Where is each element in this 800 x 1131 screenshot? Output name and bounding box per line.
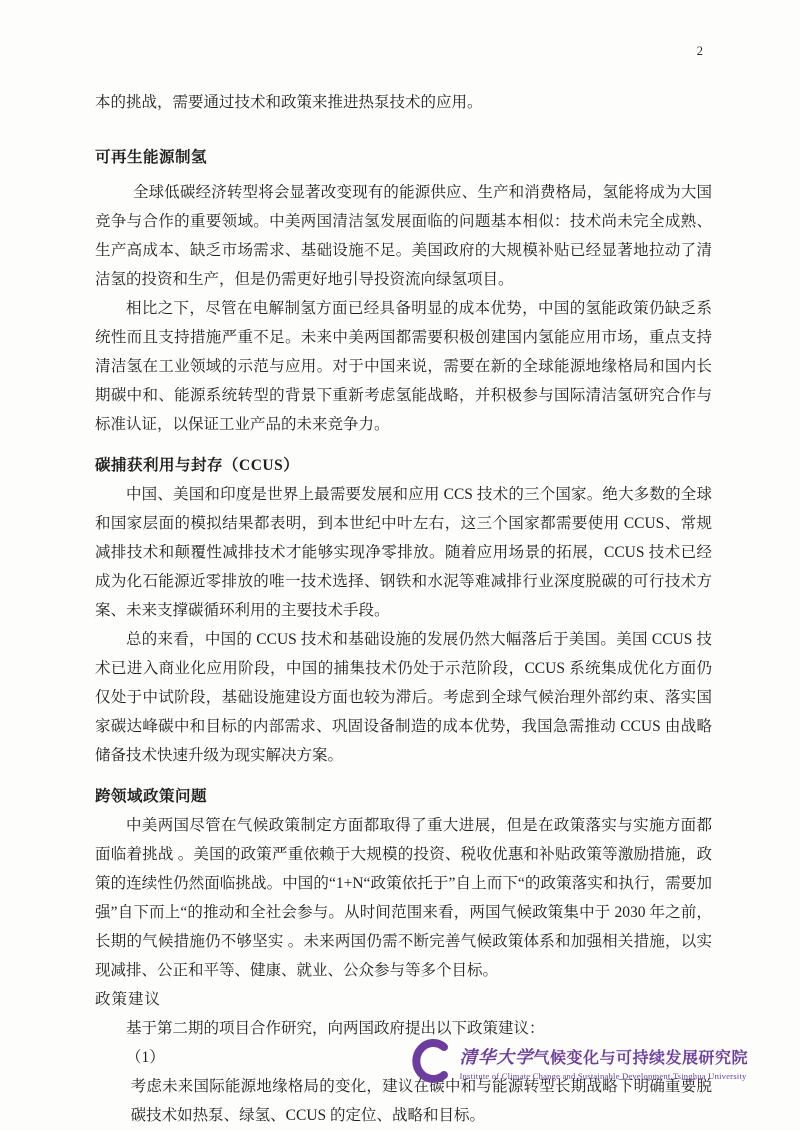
policy-intro-paragraph: 基于第二期的项目合作研究，向两国政府提出以下政策建议：: [126, 1020, 545, 1037]
section-heading-cross-cutting-policy: 跨领域政策问题: [95, 788, 208, 805]
paragraph: 总的来看，中国的 CCUS 技术和基础设施的发展仍然大幅落后于美国。美国 CCUS 技术已进入商业化应用阶段，中国的捕集技术仍处于示范阶段，CCUS 系统集成优化方面仍仅处于中试阶段，基础设施建设方面也较为滞后。考虑到全球气候治理外部约束、落实国家碳达峰碳中和目标的内部需求、巩固设备制造的成本优势，我国急需推动 CCUS 由战略储备技术快速升级为现实解决方案。: [95, 631, 712, 764]
paragraph: 中国、美国和印度是世界上最需要发展和应用 CCS 技术的三个国家。绝大多数的全球和国家层面的模拟结果都表明，到本世纪中叶左右，这三个国家都需要使用 CCUS、常规减排技术和颠覆性减排技术才能够实现净零排放。随着应用场景的拓展，CCUS 技术已经成为化石能源近零排放的唯一技术选择、钢铁和水泥等难减排行业深度脱碳的可行技术方案、未来支撑碳循环利用的主要技术手段。: [95, 486, 712, 619]
document-body: [95, 88, 712, 1130]
paragraph: 中美两国尽管在气候政策制定方面都取得了重大进展，但是在政策落实与实施方面都面临着挑战 。美国的政策严重依赖于大规模的投资、税收优惠和补贴政策等激励措施，政策的连续性仍然面临挑战。中国的“1+N“政策依托于”自上而下“的政策落实和执行，需要加强”自下而上“的推动和全社会参与。从时间范围来看，两国气候政策集中于 2030 年之前，长期的气候措施仍不够坚实 。未来两国仍需不断完善气候政策体系和加强相关措施，以实现减排、公正和平等、健康、就业、公众参与等多个目标。: [95, 817, 712, 979]
institute-name-block: [459, 1046, 748, 1082]
paragraph: 相比之下，尽管在电解制氢方面已经具备明显的成本优势，中国的氢能政策仍缺乏系统性而且支持措施严重不足。未来中美两国都需要积极创建国内氢能应用市场，重点支持清洁氢在工业领域的示范与应用。对于中国来说，需要在新的全球能源地缘格局和国内长期碳中和、能源系统转型的背景下重新考虑氢能战略，并积极参与国际清洁氢研究合作与标准认证，以保证工业产品的未来竞争力。: [95, 300, 712, 433]
policy-recommendations-heading: 政策建议: [95, 991, 162, 1008]
institute-footer: [407, 1036, 748, 1091]
institute-name-en: Institute of Climate Change and Sustainable Development,Tsinghua University: [459, 1070, 747, 1081]
institute-name-cn: 清华大学气候变化与可持续发展研究院: [459, 1046, 748, 1067]
tsinghua-calligraphy: 清华大学: [459, 1046, 534, 1067]
section-heading-ccus: 碳捕获利用与封存（CCUS）: [95, 457, 300, 474]
iccsd-logo-icon: [407, 1036, 451, 1091]
page-number: 2: [696, 44, 703, 58]
policy-item-text: 考虑未来国际能源地缘格局的变化，建议在碳中和与能源转型长期战略下明确重要脱碳技术如热泵、绿氢、CCUS 的定位、战略和目标。: [130, 1078, 712, 1124]
policy-item-number: （1）: [126, 1049, 165, 1066]
paragraph: 全球低碳经济转型将会显著改变现有的能源供应、生产和消费格局，氢能将成为大国竞争与合作的重要领域。中美两国清洁氢发展面临的问题基本相似：技术尚未完全成熟、生产高成本、缺乏市场需求、基础设施不足。美国政府的大规模补贴已经显著地拉动了清洁氢的投资和生产，但是仍需更好地引导投资流向绿氢项目。: [95, 184, 712, 288]
section-heading-renewable-hydrogen: 可再生能源制氢: [95, 149, 208, 166]
paragraph-continuation: 本的挑战，需要通过技术和政策来推进热泵技术的应用。: [95, 94, 483, 111]
